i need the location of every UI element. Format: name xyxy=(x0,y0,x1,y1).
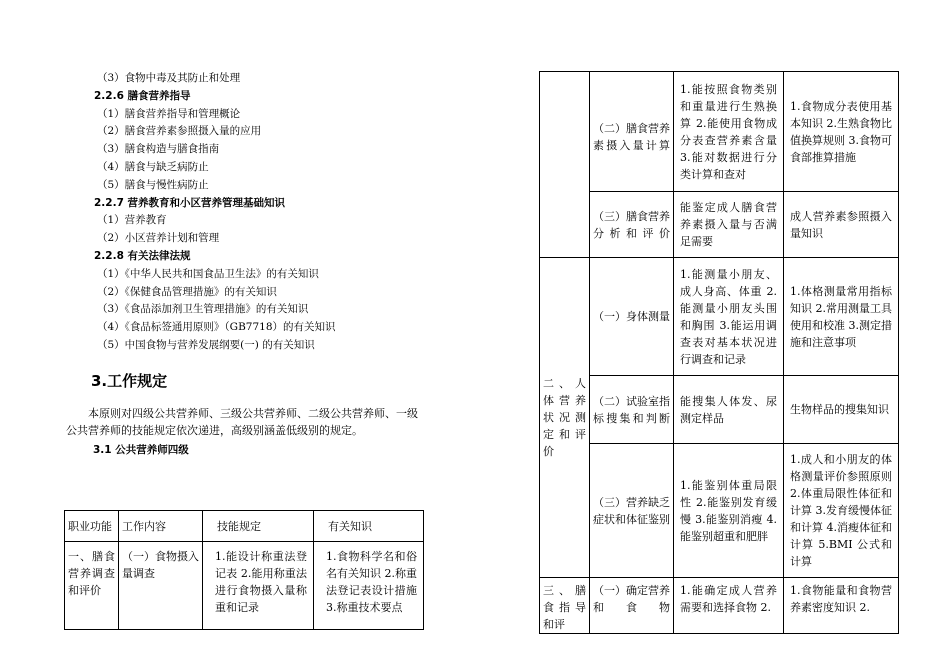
cell-function-group2: 二、人体营养状况测定和评价 xyxy=(540,258,590,578)
outline-line: （3）食物中毒及其防止和处理 xyxy=(97,72,241,84)
outline-line: （4）膳食与缺乏病防止 xyxy=(97,160,209,173)
section-title: 3.工作规定 xyxy=(91,372,168,390)
cell-knowledge: 生物样品的搜集知识 xyxy=(784,376,899,444)
outline-heading: 2.2.6 膳食营养指导 xyxy=(94,89,191,102)
outline-line: （3）膳食构造与膳食指南 xyxy=(97,143,220,156)
cell-skill: 能搜集人体发、尿测定样品 xyxy=(674,376,784,444)
cell-knowledge: 1.食物能量和食物营养素密度知识 2. xyxy=(784,578,899,634)
cell-content: （二）膳食营养素摄入量计算 xyxy=(590,72,674,192)
outline-line: （5）膳食与慢性病防止 xyxy=(97,178,209,191)
cell-skill: 1.能确定成人营养需要和选择食物 2. xyxy=(674,578,784,634)
subsection-title: 3.1 公共营养师四级 xyxy=(93,444,189,456)
cell-function: 一、膳食营养调查和评价 xyxy=(65,542,119,630)
cell-knowledge: 1.食物科学名和俗名有关知识 2.称重法登记表设计措施 3.称重技术要点 xyxy=(314,542,424,630)
outline-line: （4）《食品标签通用原则》（GB7718）的有关知识 xyxy=(97,321,336,334)
outline-line: （3）《食品添加剂卫生管理措施》的有关知识 xyxy=(97,303,309,316)
cell-content: （一）食物摄入量调查 xyxy=(119,542,203,630)
cell-skill: 能鉴定成人膳食营养素摄入量与否满足需要 xyxy=(674,192,784,258)
cell-knowledge: 1.成人和小朋友的体格测量评价参照原则 2.体重局限性体征和计算 3.发育缓慢体征和计算 4.消瘦体征和计算 5.BMI 公式和计算 xyxy=(784,444,899,578)
cell-content: （二）试验室指标搜集和判断 xyxy=(590,376,674,444)
outline-line: （2）小区营养计划和管理 xyxy=(97,232,220,245)
header-content: 工作内容 xyxy=(119,511,203,542)
cell-skill: 1.能测量小朋友、成人身高、体重 2.能测量小朋友头围和胸围 3.能运用调查表对基本状况进行调查和记录 xyxy=(674,258,784,376)
cell-content: （一）确定营养和食物 xyxy=(590,578,674,634)
header-knowledge: 有关知识 xyxy=(314,511,424,542)
outline-line: （2）膳食营养素参照摄入量的应用 xyxy=(97,125,262,138)
outline-heading: 2.2.7 营养教育和小区营养管理基础知识 xyxy=(94,196,286,209)
header-skill: 技能规定 xyxy=(203,511,314,542)
outline-list xyxy=(94,70,434,355)
header-function: 职业功能 xyxy=(65,511,119,542)
outline-line: （1）《中华人民共和国食品卫生法》的有关知识 xyxy=(97,267,319,280)
skills-table-left xyxy=(64,510,424,630)
cell-skill: 1.能按照食物类别和重量进行生熟换算 2.能使用食物成分表查营养素含量 3.能对数据进行分类计算和查对 xyxy=(674,72,784,192)
outline-heading: 2.2.8 有关法律法规 xyxy=(94,249,191,262)
intro-paragraph: 本原则对四级公共营养师、三级公共营养师、二级公共营养师、一级公共营养师的技能规定依次递进，高级别涵盖低级别的规定。 xyxy=(66,407,418,437)
cell-content: （三）营养缺乏症状和体征鉴别 xyxy=(590,444,674,578)
cell-knowledge: 1.食物成分表使用基本知识 2.生熟食物比值换算规则 3.食物可食部推算措施 xyxy=(784,72,899,192)
outline-line: （2）《保健食品管理措施》的有关知识 xyxy=(97,285,277,298)
outline-line: （1）营养教育 xyxy=(97,214,167,227)
cell-skill: 1.能鉴别体重局限性 2.能鉴别发育缓慢 3.能鉴别消瘦 4.能鉴别超重和肥胖 xyxy=(674,444,784,578)
skills-table-right xyxy=(539,71,899,634)
cell-knowledge: 成人营养素参照摄入量知识 xyxy=(784,192,899,258)
cell-knowledge: 1.体格测量常用指标知识 2.常用测量工具使用和校准 3.测定措施和注意事项 xyxy=(784,258,899,376)
cell-function-group1 xyxy=(540,72,590,258)
cell-function-group3: 三、膳食指导和评 xyxy=(540,578,590,634)
outline-line: （1）膳食营养指导和管理概论 xyxy=(97,107,241,120)
cell-skill: 1.能设计称重法登记表 2.能用称重法进行食物摄入量称重和记录 xyxy=(203,542,314,630)
outline-line: （5）中国食物与营养发展纲要(一) 的有关知识 xyxy=(97,338,315,351)
cell-content: （一）身体测量 xyxy=(590,258,674,376)
cell-content: （三）膳食营养分析和评价 xyxy=(590,192,674,258)
